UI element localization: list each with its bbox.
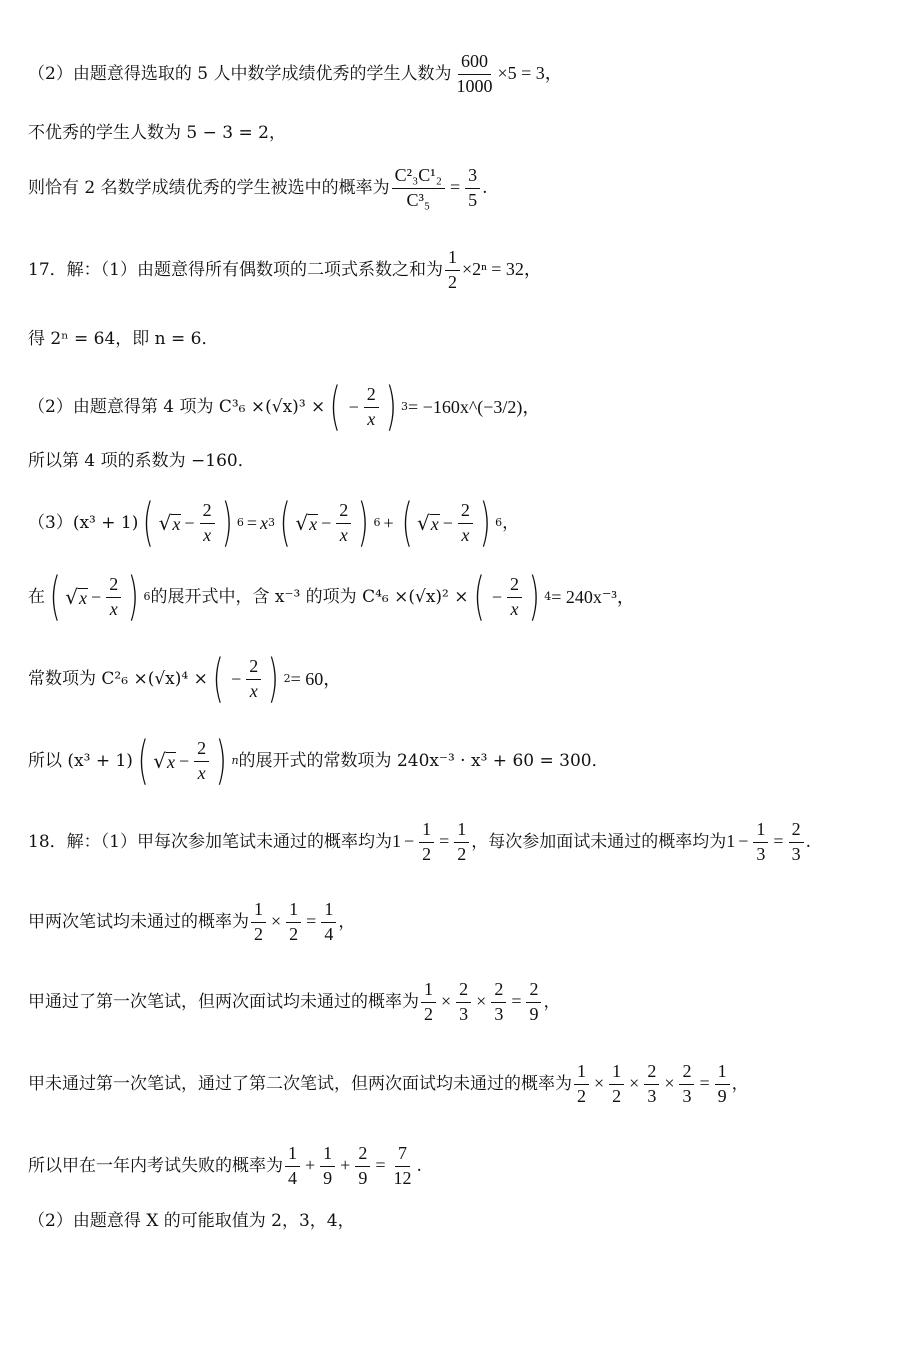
line-3-prefix: 则恰有 2 名数学成绩优秀的学生被选中的概率为 [28,177,390,198]
line-10: 常数项为 C²₆ ×(√x)⁴ × ( − $\frac{2}{x}$ ) 2 = 60， [28,649,342,709]
line-17-text: （2）由题意得 X 的可能取值为 2，3，4， [28,1211,355,1231]
line-problem-17: 17．解：（1）由题意得所有偶数项的二项式系数之和为 $\frac{1}{2}$ ×2ⁿ = 32， [28,247,542,292]
line-1-prefix: （2）由题意得选取的 5 人中数学成绩优秀的学生人数为 [28,63,452,84]
line-17 [28,1212,888,1231]
line-6: （2）由题意得第 4 项为 C³₆ ×(√x)³ × ( − $\frac{2}{x}$ ) 3 = −160x^(−3/2)， [28,377,541,437]
line-9: 在 ( √ x − $\frac{2}{x}$ ) 6 的展开式中，含 x⁻³ 的项为 C⁴₆ ×(√x)² × ( − $\frac{2}{x}$ ) 4 = 240x⁻³， [28,567,635,627]
line-problem-18: 18．解：（1）甲每次参加笔试未通过的概率均为 1 − $\frac{1}{2}$ = $\frac{1}{2}$ ，每次参加面试未通过的概率均为 1 − $\frac{1}{3}$ = $\frac{2}{3}$ . [28,819,811,864]
line-2 [28,124,888,143]
line-4-prefix: 17．解：（1）由题意得所有偶数项的二项式系数之和为 [28,259,443,280]
line-5-text: 得 2ⁿ = 64，即 n = 6． [28,329,219,349]
line-1 [28,52,888,97]
line-1-suffix: ×5 = 3， [497,63,563,84]
line-11: 所以 (x³ + 1) ( √ x − $\frac{2}{x}$ ) n 的展开式的常数项为 240x⁻³ · x³ + 60 = 300． [28,731,609,791]
line-16: 所以甲在一年内考试失败的概率为 $\frac{1}{4}$ + $\frac{1}{9}$ + $\frac{2}{9}$ = $\frac{7}{12}$ . [28,1143,422,1188]
line-13: 甲两次笔试均未通过的概率为 $\frac{1}{2}$ × $\frac{1}{2}$ = $\frac{1}{4}$ ， [28,899,356,944]
line-3: 则恰有 2 名数学成绩优秀的学生被选中的概率为 $\frac{\text{C²₃C¹₂}}{\text{C³₅}}$ = $\frac{3}{5}$ . [28,165,488,210]
line-2-text: 不优秀的学生人数为 5 − 3 = 2， [28,123,286,143]
line-7-text: 所以第 4 项的系数为 −160． [28,451,255,471]
line-7 [28,452,888,471]
paren-group: ( − $\frac{2}{x}$ ) 3 [329,377,409,437]
fraction-1-2: $\frac{1}{2}$ [445,248,460,293]
line-14: 甲通过了第一次笔试，但两次面试均未通过的概率为 $\frac{1}{2}$ × $\frac{2}{3}$ × $\frac{2}{3}$ = $\frac{2}{9}$ ， [28,979,561,1024]
line-15: 甲未通过第一次笔试，通过了第二次笔试，但两次面试均未通过的概率为 $\frac{1}{2}$ × $\frac{1}{2}$ × $\frac{2}{3}$ × $\frac{2}{3}$ = $\frac{1}{9}$ ， [28,1061,749,1106]
fraction-600-1000: $\frac{600}{1000}$ [456,51,493,96]
line-8: （3）(x³ + 1) ( √ x − $\frac{2}{x}$ ) 6 = x 3 ( √ x − $\frac{2}{x}$ ) 6 + ( √ x − $\frac{2}{x}$ ) 6 ， [28,493,520,553]
fraction-3-5: $\frac{3}{5}$ [465,166,480,211]
line-5 [28,330,888,349]
fraction-combination: $\frac{\text{C²₃C¹₂}}{\text{C³₅}}$ [392,166,445,211]
line-6-prefix: （2）由题意得第 4 项为 C³₆ ×(√x)³ × [28,397,326,418]
